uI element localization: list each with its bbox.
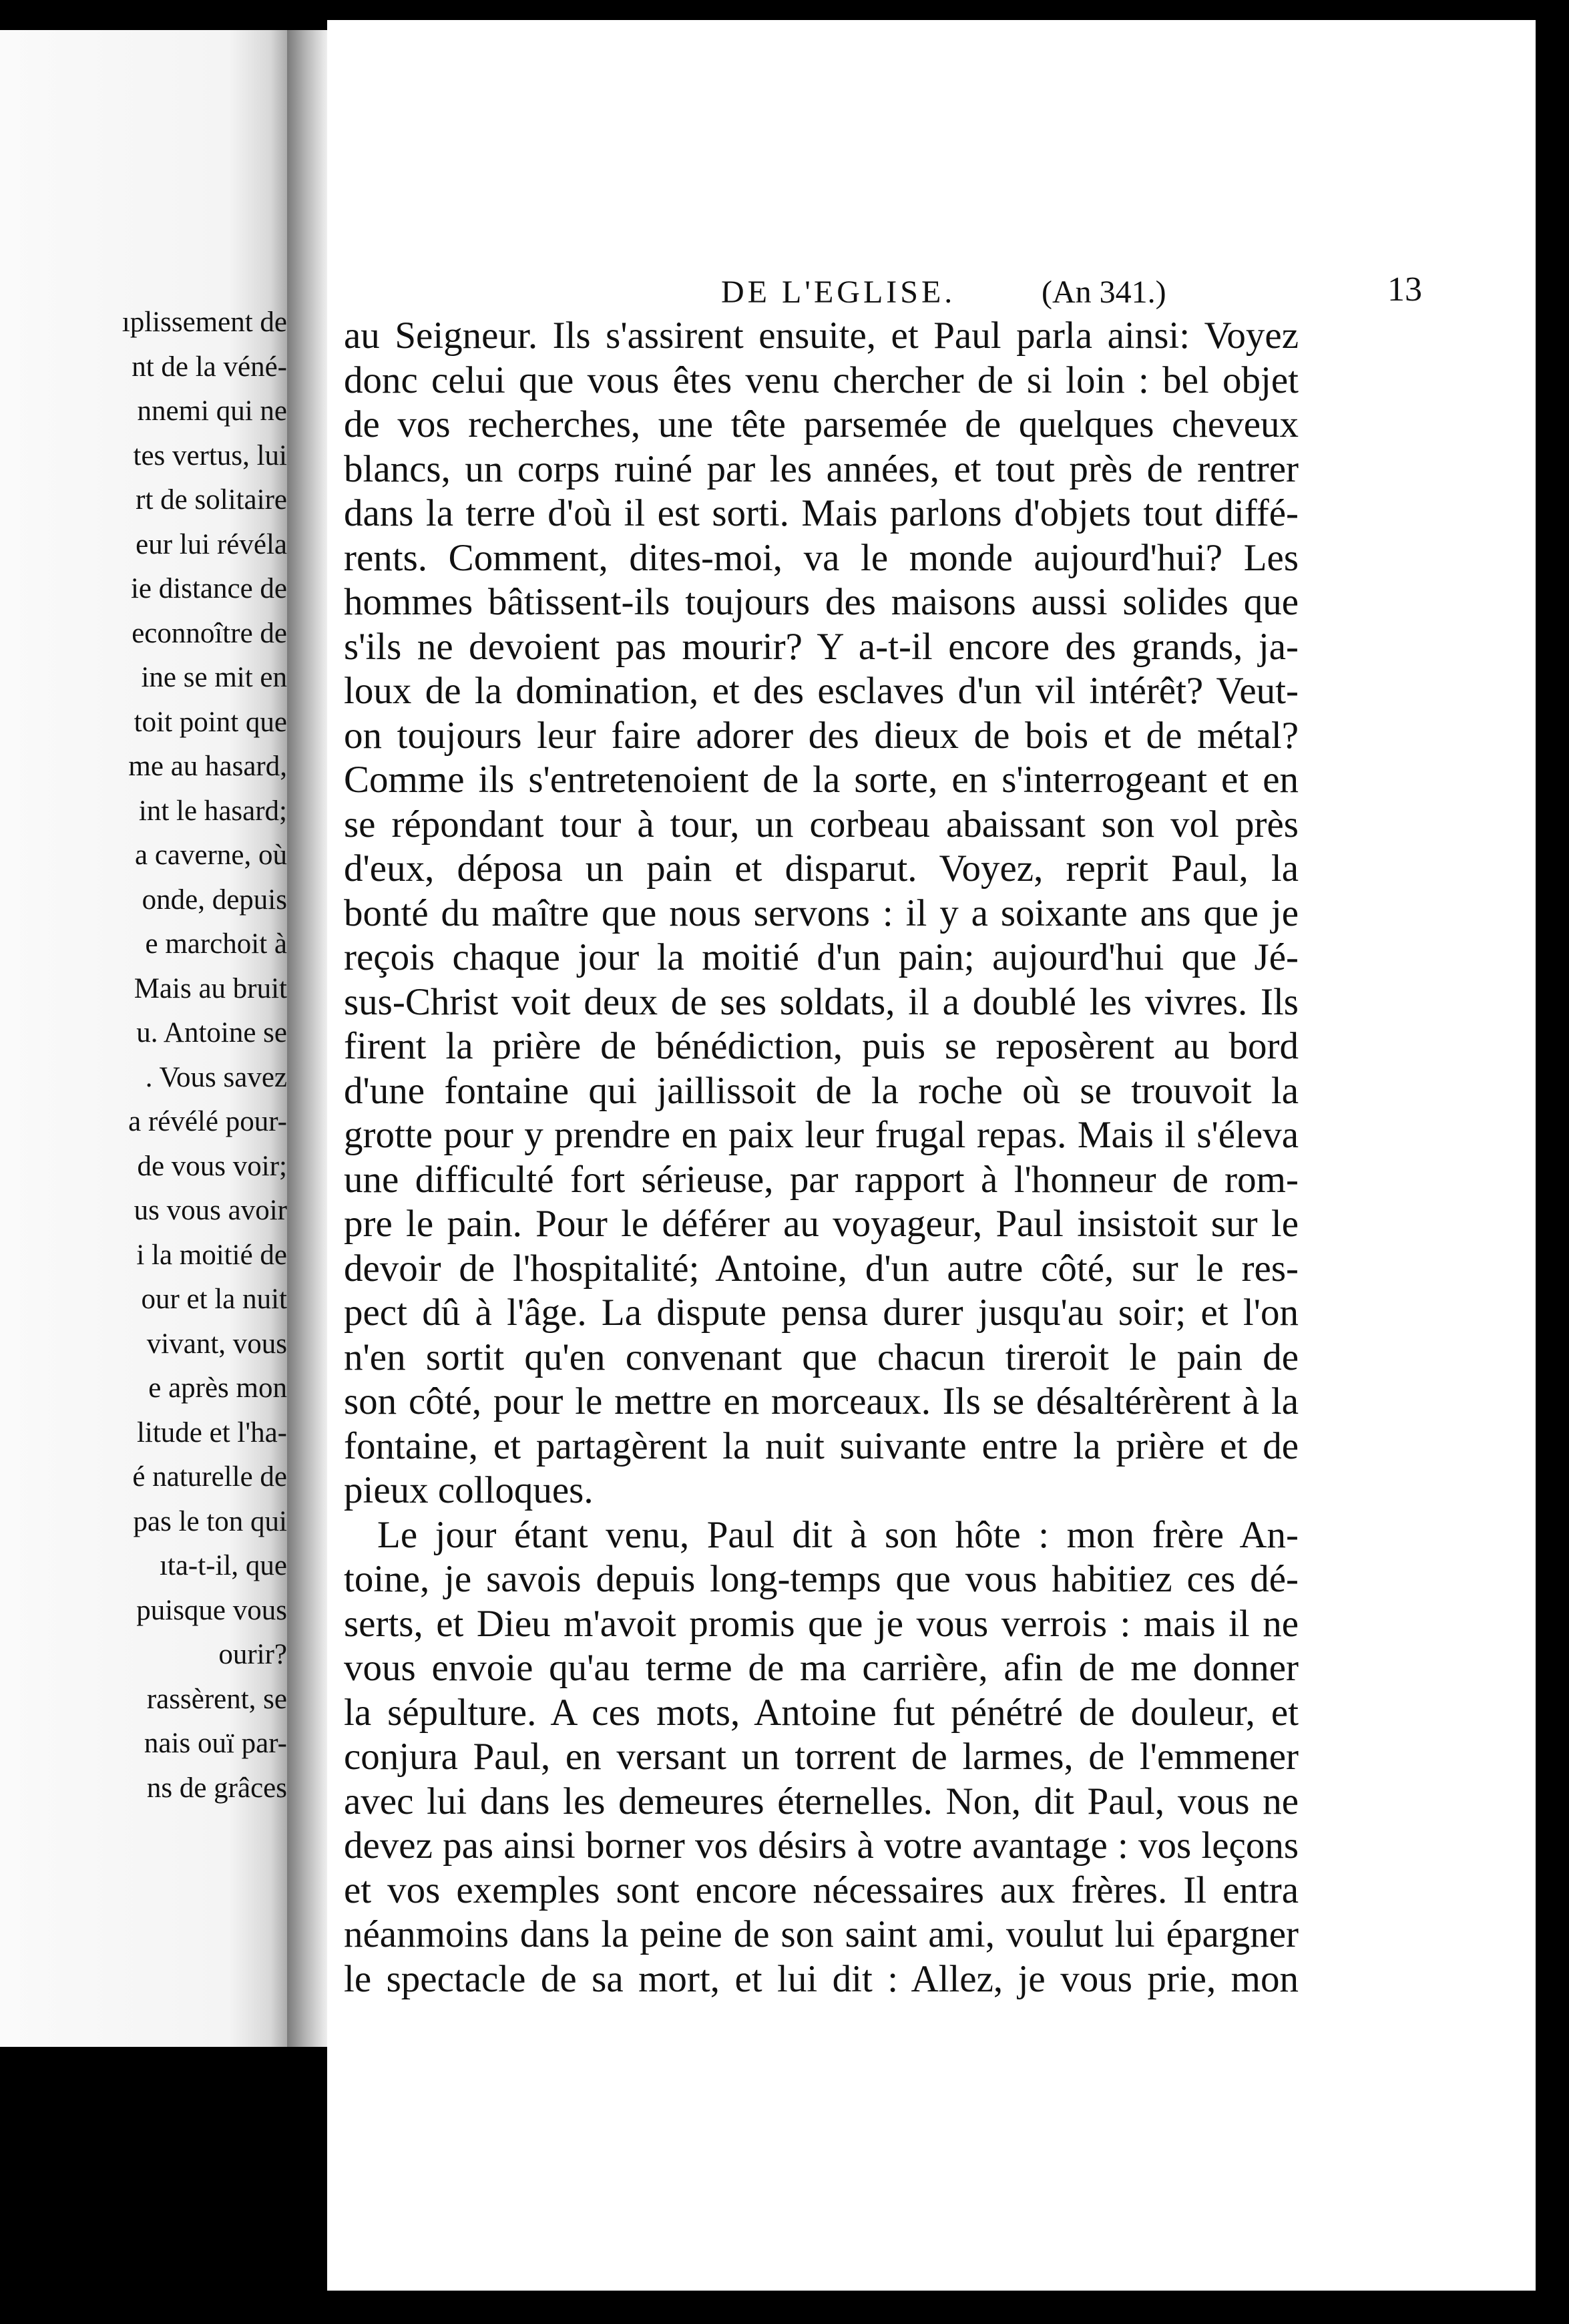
- text-line: donc celui que vous êtes venu chercher de si loin : bel objet: [344, 359, 1299, 401]
- left-line: Mais au bruit: [134, 972, 287, 1004]
- text-line: devoir de l'hospitalité; Antoine, d'un autre côté, sur le res-: [344, 1247, 1299, 1290]
- text-line: grotte pour y prendre en paix leur frugal repas. Mais il s'éleva: [344, 1114, 1299, 1156]
- text-line: firent la prière de bénédiction, puis se reposèrent au bord: [344, 1025, 1299, 1067]
- text-line: pieux colloques.: [344, 1469, 594, 1511]
- left-line: a révélé pour-: [128, 1106, 287, 1137]
- left-line: tes vertus, lui: [133, 439, 287, 471]
- right-page: [327, 20, 1536, 2291]
- text-line: blancs, un corps ruiné par les années, et tout près de rentrer: [344, 447, 1299, 490]
- left-line: vivant, vous: [146, 1328, 287, 1360]
- left-line: our et la nuit: [141, 1284, 287, 1315]
- text-line: Le jour étant venu, Paul dit à son hôte : mon frère An-: [377, 1513, 1299, 1556]
- left-line: us vous avoir: [134, 1195, 287, 1226]
- left-line: ıta-t-il, que: [159, 1550, 287, 1581]
- left-line: me au hasard,: [128, 751, 287, 782]
- left-line: ine se mit en: [141, 662, 287, 693]
- text-line: Comme ils s'entretenoient de la sorte, en s'interrogeant et en: [344, 759, 1299, 801]
- text-line: vous envoie qu'au terme de ma carrière, afin de me donner: [344, 1647, 1299, 1689]
- left-line: e marchoit à: [145, 928, 287, 960]
- left-line: nais ouï par-: [144, 1728, 287, 1759]
- text-line: néanmoins dans la peine de son saint ami, voulut lui épargner: [344, 1913, 1299, 1955]
- left-line: onde, depuis: [142, 884, 287, 916]
- left-line: a caverne, où: [135, 839, 287, 871]
- left-line: pas le ton qui: [133, 1505, 287, 1537]
- left-line: ıplissement de: [122, 307, 287, 338]
- body-text: [344, 314, 1299, 2001]
- left-facing-page: [0, 30, 294, 2047]
- left-line: ns de grâces: [146, 1772, 287, 1804]
- text-line: hommes bâtissent-ils toujours des maisons aussi solides que: [344, 581, 1299, 623]
- text-line: et vos exemples sont encore nécessaires aux frères. Il entra: [344, 1869, 1299, 1911]
- text-line: conjura Paul, en versant un torrent de larmes, de l'emmener: [344, 1736, 1299, 1778]
- text-line: loux de la domination, et des esclaves d'un vil intérêt? Veut-: [344, 670, 1299, 712]
- left-line: toit point que: [134, 706, 287, 738]
- left-line: de vous voir;: [137, 1150, 287, 1182]
- left-page-text: [0, 301, 294, 1810]
- left-line: nnemi qui ne: [137, 395, 287, 427]
- running-head-title: DE L'EGLISE.: [721, 274, 956, 310]
- text-line: pect dû à l'âge. La dispute pensa durer jusqu'au soir; et l'on: [344, 1292, 1299, 1334]
- running-head-year: (An 341.): [1042, 274, 1166, 310]
- text-line: de vos recherches, une tête parsemée de quelques cheveux: [344, 403, 1299, 445]
- left-line: i la moitié de: [136, 1239, 287, 1271]
- text-line: sus-Christ voit deux de ses soldats, il a doublé les vivres. Ils: [344, 980, 1299, 1023]
- text-line: au Seigneur. Ils s'assirent ensuite, et Paul parla ainsi: Voyez: [344, 315, 1299, 357]
- left-line: puisque vous: [136, 1594, 287, 1626]
- text-line: toine, je savois depuis long-temps que vous habitiez ces dé-: [344, 1558, 1299, 1600]
- text-line: d'eux, déposa un pain et disparut. Voyez, reprit Paul, la: [344, 847, 1299, 890]
- text-line: la sépulture. A ces mots, Antoine fut pénétré de douleur, et: [344, 1691, 1299, 1734]
- text-line: fontaine, et partagèrent la nuit suivante entre la prière et de: [344, 1424, 1299, 1467]
- left-line: rt de solitaire: [136, 484, 287, 516]
- left-line: rassèrent, se: [146, 1683, 287, 1715]
- text-line: n'en sortit qu'en convenant que chacun tireroit le pain de: [344, 1336, 1299, 1378]
- text-line: on toujours leur faire adorer des dieux de bois et de métal?: [344, 714, 1299, 757]
- page-number: 13: [1387, 270, 1422, 309]
- left-line: nt de la véné-: [132, 351, 287, 383]
- text-line: rents. Comment, dites-moi, va le monde aujourd'hui? Les: [344, 536, 1299, 579]
- left-line: ie distance de: [130, 573, 287, 604]
- text-line: une difficulté fort sérieuse, par rapport à l'honneur de rom-: [344, 1158, 1299, 1201]
- text-line: reçois chaque jour la moitié d'un pain; aujourd'hui que Jé-: [344, 936, 1299, 978]
- left-line: eur lui révéla: [136, 528, 287, 560]
- text-line: s'ils ne devoient pas mourir? Y a-t-il encore des grands, ja-: [344, 625, 1299, 668]
- left-line: litude et l'ha-: [136, 1416, 287, 1448]
- left-line: e après mon: [148, 1372, 287, 1404]
- text-line: son côté, pour le mettre en morceaux. Ils se désaltérèrent à la: [344, 1380, 1299, 1422]
- left-line: ourir?: [218, 1639, 287, 1670]
- text-line: se répondant tour à tour, un corbeau abaissant son vol près: [344, 803, 1299, 845]
- text-line: le spectacle de sa mort, et lui dit : Allez, je vous prie, mon: [344, 1957, 1299, 2000]
- text-line: d'une fontaine qui jaillissoit de la roche où se trouvoit la: [344, 1069, 1299, 1112]
- text-line: pre le pain. Pour le déférer au voyageur, Paul insistoit sur le: [344, 1203, 1299, 1245]
- left-line: int le hasard;: [138, 795, 287, 827]
- left-line: econnoître de: [132, 617, 287, 649]
- text-line: avec lui dans les demeures éternelles. Non, dit Paul, vous ne: [344, 1780, 1299, 1822]
- running-head: [327, 260, 1536, 310]
- left-line: u. Antoine se: [136, 1017, 287, 1048]
- text-line: bonté du maître que nous servons : il y a soixante ans que je: [344, 892, 1299, 934]
- left-line: é naturelle de: [132, 1461, 287, 1493]
- text-line: devez pas ainsi borner vos désirs à votre avantage : vos leçons: [344, 1824, 1299, 1867]
- text-line: serts, et Dieu m'avoit promis que je vous verrois : mais il ne: [344, 1602, 1299, 1645]
- text-line: dans la terre d'où il est sorti. Mais parlons d'objets tout diffé-: [344, 492, 1299, 534]
- left-line: . Vous savez: [145, 1061, 287, 1093]
